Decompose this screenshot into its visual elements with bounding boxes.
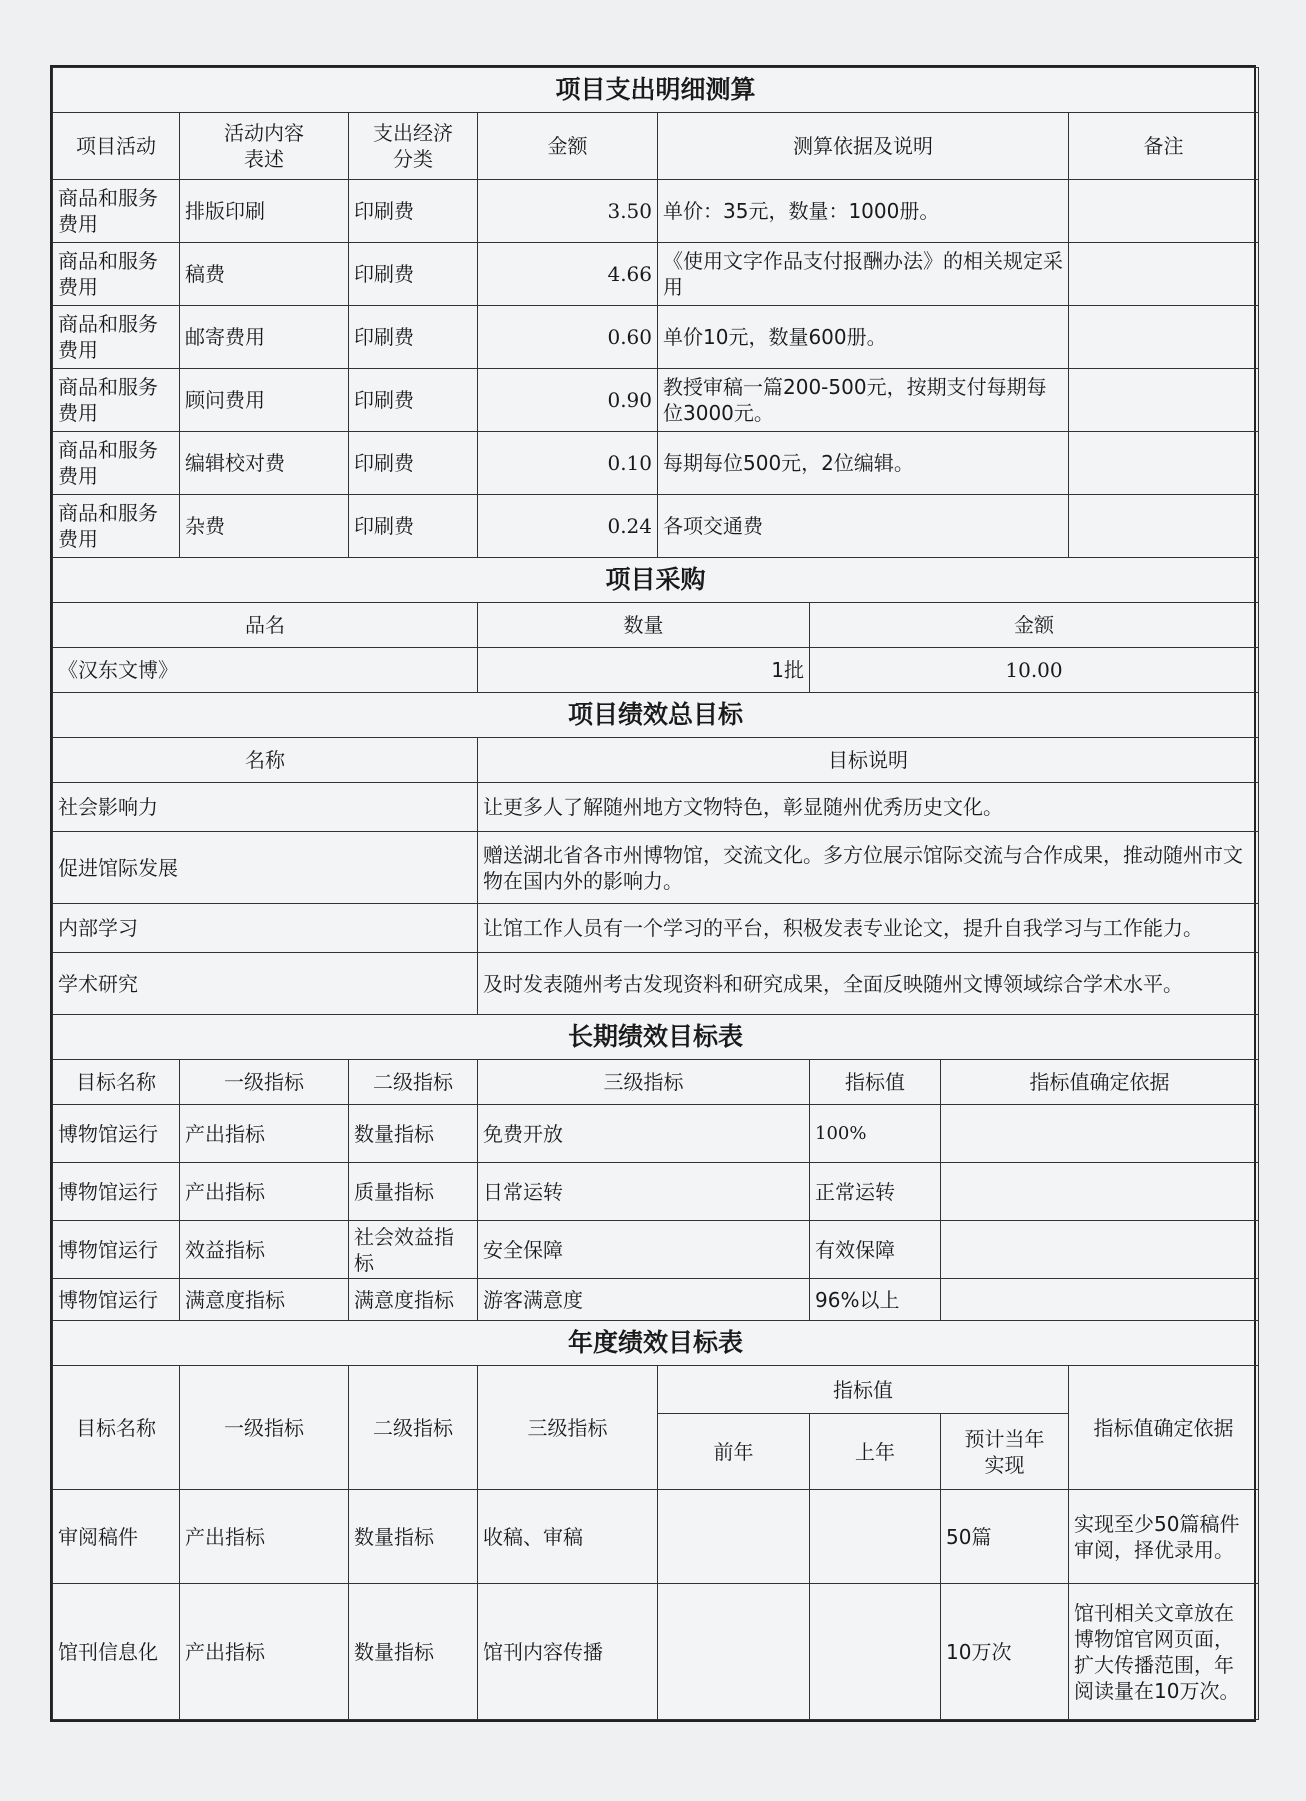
- l1-cell: 产出指标: [180, 1490, 349, 1584]
- col-goal-header: 目标名称: [53, 1366, 180, 1490]
- qty-cell: 1批: [478, 648, 810, 693]
- amount-cell: 0.10: [478, 432, 658, 495]
- col-expected-header: 预计当年 实现: [941, 1414, 1069, 1490]
- category-cell: 印刷费: [349, 369, 478, 432]
- basis-cell: [941, 1221, 1259, 1279]
- col-value-header: 指标值: [810, 1060, 941, 1105]
- basis-cell: [941, 1279, 1259, 1321]
- col-prev1-header: 上年: [810, 1414, 941, 1490]
- note-cell: [1069, 306, 1259, 369]
- basis-cell: 《使用文字作品支付报酬办法》的相关规定采用: [658, 243, 1069, 306]
- table-row: [53, 1279, 1259, 1321]
- goal-name-cell: 社会影响力: [53, 783, 478, 832]
- basis-cell: 馆刊相关文章放在博物馆官网页面，扩大传播范围，年阅读量在10万次。: [1069, 1584, 1259, 1720]
- table-row: [53, 369, 1259, 432]
- longterm-header-row: [53, 1060, 1259, 1105]
- goal-name-cell: 内部学习: [53, 904, 478, 953]
- goal-cell: 馆刊信息化: [53, 1584, 180, 1720]
- col-prev2-header: 前年: [658, 1414, 810, 1490]
- l3-cell: 安全保障: [478, 1221, 810, 1279]
- basis-cell: 单价10元，数量600册。: [658, 306, 1069, 369]
- basis-cell: 每期每位500元，2位编辑。: [658, 432, 1069, 495]
- activity-cell: 商品和服务费用: [53, 432, 180, 495]
- table-row: [53, 1490, 1259, 1584]
- content-cell: 编辑校对费: [180, 432, 349, 495]
- l2-cell: 数量指标: [349, 1105, 478, 1163]
- col-basis-header: 测算依据及说明: [658, 113, 1069, 180]
- expense-header-row: [53, 113, 1259, 180]
- table-row: [53, 1105, 1259, 1163]
- basis-cell: 各项交通费: [658, 495, 1069, 558]
- purchase-title: 项目采购: [53, 558, 1259, 603]
- col-purchase-amount-header: 金额: [810, 603, 1259, 648]
- col-l3-header: 三级指标: [478, 1366, 658, 1490]
- goal-cell: 博物馆运行: [53, 1279, 180, 1321]
- l3-cell: 免费开放: [478, 1105, 810, 1163]
- budget-table: [52, 67, 1259, 1720]
- l2-cell: 满意度指标: [349, 1279, 478, 1321]
- basis-cell: 实现至少50篇稿件审阅，择优录用。: [1069, 1490, 1259, 1584]
- content-cell: 杂费: [180, 495, 349, 558]
- col-l3-header: 三级指标: [478, 1060, 810, 1105]
- content-cell: 排版印刷: [180, 180, 349, 243]
- col-activity-header: 项目活动: [53, 113, 180, 180]
- table-row: [53, 904, 1259, 953]
- table-row: [53, 243, 1259, 306]
- content-cell: 稿费: [180, 243, 349, 306]
- col-amount-header: 金额: [478, 113, 658, 180]
- col-basis-header: 指标值确定依据: [1069, 1366, 1259, 1490]
- category-cell: 印刷费: [349, 495, 478, 558]
- l3-cell: 日常运转: [478, 1163, 810, 1221]
- goal-name-cell: 学术研究: [53, 953, 478, 1015]
- col-basis-header: 指标值确定依据: [941, 1060, 1259, 1105]
- l1-cell: 满意度指标: [180, 1279, 349, 1321]
- col-l2-header: 二级指标: [349, 1366, 478, 1490]
- annual-title: 年度绩效目标表: [53, 1321, 1259, 1366]
- amount-cell: 0.90: [478, 369, 658, 432]
- expense-title: 项目支出明细测算: [53, 68, 1259, 113]
- purchase-header-row: [53, 603, 1259, 648]
- activity-cell: 商品和服务费用: [53, 243, 180, 306]
- l1-cell: 产出指标: [180, 1163, 349, 1221]
- l3-cell: 游客满意度: [478, 1279, 810, 1321]
- overall-title: 项目绩效总目标: [53, 693, 1259, 738]
- table-row: [53, 1221, 1259, 1279]
- basis-cell: 单价：35元，数量：1000册。: [658, 180, 1069, 243]
- value-cell: 有效保障: [810, 1221, 941, 1279]
- activity-cell: 商品和服务费用: [53, 495, 180, 558]
- amount-cell: 4.66: [478, 243, 658, 306]
- content-cell: 邮寄费用: [180, 306, 349, 369]
- prev2-cell: [658, 1490, 810, 1584]
- value-cell: 100%: [810, 1105, 941, 1163]
- activity-cell: 商品和服务费用: [53, 180, 180, 243]
- l2-cell: 数量指标: [349, 1490, 478, 1584]
- amount-cell: 0.60: [478, 306, 658, 369]
- purchase-amount-cell: 10.00: [810, 648, 1259, 693]
- activity-cell: 商品和服务费用: [53, 306, 180, 369]
- table-row: [53, 832, 1259, 904]
- note-cell: [1069, 495, 1259, 558]
- table-row: [53, 180, 1259, 243]
- goal-desc-cell: 让更多人了解随州地方文物特色，彰显随州优秀历史文化。: [478, 783, 1259, 832]
- basis-cell: 教授审稿一篇200-500元，按期支付每期每位3000元。: [658, 369, 1069, 432]
- table-row: [53, 953, 1259, 1015]
- basis-cell: [941, 1163, 1259, 1221]
- goal-cell: 博物馆运行: [53, 1163, 180, 1221]
- col-content-header: 活动内容 表述: [180, 113, 349, 180]
- col-category-header: 支出经济 分类: [349, 113, 478, 180]
- annual-header-row: [53, 1366, 1259, 1414]
- col-desc-header: 目标说明: [478, 738, 1259, 783]
- value-cell: 96%以上: [810, 1279, 941, 1321]
- l2-cell: 数量指标: [349, 1584, 478, 1720]
- value-cell: 正常运转: [810, 1163, 941, 1221]
- col-l1-header: 一级指标: [180, 1366, 349, 1490]
- category-cell: 印刷费: [349, 306, 478, 369]
- goal-cell: 博物馆运行: [53, 1221, 180, 1279]
- table-row: [53, 432, 1259, 495]
- item-name-cell: 《汉东文博》: [53, 648, 478, 693]
- col-name-header: 名称: [53, 738, 478, 783]
- l3-cell: 馆刊内容传播: [478, 1584, 658, 1720]
- col-qty-header: 数量: [478, 603, 810, 648]
- goal-desc-cell: 让馆工作人员有一个学习的平台，积极发表专业论文，提升自我学习与工作能力。: [478, 904, 1259, 953]
- col-value-group-header: 指标值: [658, 1366, 1069, 1414]
- activity-cell: 商品和服务费用: [53, 369, 180, 432]
- l2-cell: 质量指标: [349, 1163, 478, 1221]
- goal-name-cell: 促进馆际发展: [53, 832, 478, 904]
- expected-cell: 10万次: [941, 1584, 1069, 1720]
- table-row: [53, 1163, 1259, 1221]
- content-cell: 顾问费用: [180, 369, 349, 432]
- amount-cell: 0.24: [478, 495, 658, 558]
- table-row: [53, 495, 1259, 558]
- table-row: [53, 783, 1259, 832]
- col-item-name-header: 品名: [53, 603, 478, 648]
- col-note-header: 备注: [1069, 113, 1259, 180]
- col-l1-header: 一级指标: [180, 1060, 349, 1105]
- category-cell: 印刷费: [349, 432, 478, 495]
- goal-desc-cell: 及时发表随州考古发现资料和研究成果，全面反映随州文博领域综合学术水平。: [478, 953, 1259, 1015]
- col-goal-header: 目标名称: [53, 1060, 180, 1105]
- budget-sheet: [50, 65, 1256, 1722]
- basis-cell: [941, 1105, 1259, 1163]
- l3-cell: 收稿、审稿: [478, 1490, 658, 1584]
- l2-cell: 社会效益指标: [349, 1221, 478, 1279]
- prev1-cell: [810, 1584, 941, 1720]
- note-cell: [1069, 243, 1259, 306]
- table-row: [53, 306, 1259, 369]
- goal-desc-cell: 赠送湖北省各市州博物馆，交流文化。多方位展示馆际交流与合作成果，推动随州市文物在国内外的影响力。: [478, 832, 1259, 904]
- note-cell: [1069, 369, 1259, 432]
- overall-header-row: [53, 738, 1259, 783]
- prev2-cell: [658, 1584, 810, 1720]
- col-l2-header: 二级指标: [349, 1060, 478, 1105]
- expected-cell: 50篇: [941, 1490, 1069, 1584]
- l1-cell: 产出指标: [180, 1584, 349, 1720]
- longterm-title: 长期绩效目标表: [53, 1015, 1259, 1060]
- l1-cell: 效益指标: [180, 1221, 349, 1279]
- goal-cell: 审阅稿件: [53, 1490, 180, 1584]
- goal-cell: 博物馆运行: [53, 1105, 180, 1163]
- table-row: [53, 648, 1259, 693]
- note-cell: [1069, 432, 1259, 495]
- prev1-cell: [810, 1490, 941, 1584]
- category-cell: 印刷费: [349, 243, 478, 306]
- note-cell: [1069, 180, 1259, 243]
- category-cell: 印刷费: [349, 180, 478, 243]
- amount-cell: 3.50: [478, 180, 658, 243]
- l1-cell: 产出指标: [180, 1105, 349, 1163]
- table-row: [53, 1584, 1259, 1720]
